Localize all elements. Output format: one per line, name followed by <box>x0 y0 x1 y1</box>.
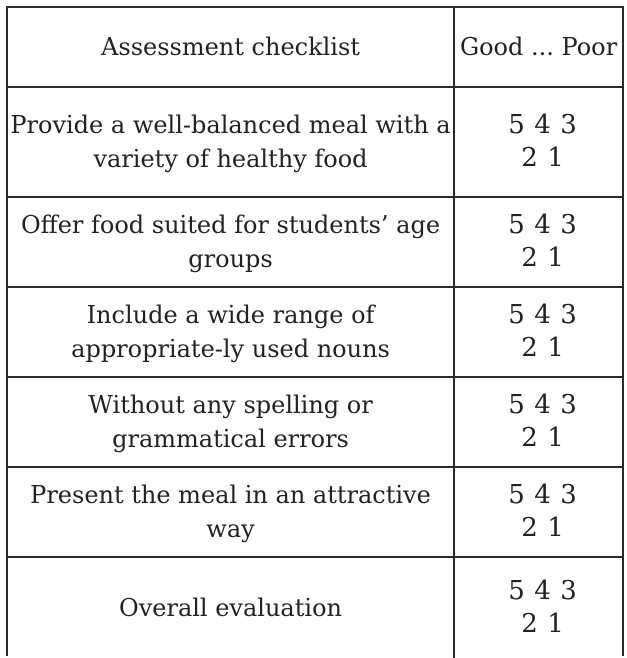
rating-cell <box>455 468 622 556</box>
rating-scale <box>504 109 582 175</box>
rating-option-5[interactable]: 5 <box>508 110 525 140</box>
criterion-cell <box>8 288 455 376</box>
header-scale-cell <box>455 8 622 86</box>
table-row <box>8 378 622 468</box>
table-row <box>8 88 622 198</box>
rating-option-1[interactable]: 1 <box>547 423 564 453</box>
criterion-text: Without any spelling or grammatical errors <box>88 391 373 453</box>
criterion-text: Offer food suited for students’ age groups <box>20 211 441 273</box>
rating-option-3[interactable]: 3 <box>560 390 577 420</box>
rating-line-2 <box>504 422 582 455</box>
rating-scale <box>504 299 582 365</box>
rating-cell <box>455 198 622 286</box>
rating-option-1[interactable]: 1 <box>547 243 564 273</box>
rating-option-1[interactable]: 1 <box>547 143 564 173</box>
criterion-text: Provide a well-balanced meal with a variety of healthy food <box>10 111 451 173</box>
rating-line-2 <box>504 608 582 641</box>
rating-cell <box>455 378 622 466</box>
criterion-cell <box>8 378 455 466</box>
rating-option-4[interactable]: 4 <box>534 480 551 510</box>
rating-option-1[interactable]: 1 <box>547 333 564 363</box>
table-row <box>8 558 622 658</box>
criterion-cell <box>8 198 455 286</box>
rating-cell <box>455 558 622 658</box>
table-row <box>8 468 622 558</box>
rating-line-2 <box>504 242 582 275</box>
rating-option-3[interactable]: 3 <box>560 576 577 606</box>
rating-option-3[interactable]: 3 <box>560 480 577 510</box>
criterion-cell <box>8 468 455 556</box>
rating-line-2 <box>504 332 582 365</box>
rating-option-4[interactable]: 4 <box>534 300 551 330</box>
table-row <box>8 198 622 288</box>
rating-option-5[interactable]: 5 <box>508 480 525 510</box>
rating-cell <box>455 288 622 376</box>
criterion-cell <box>8 88 455 196</box>
header-checklist-cell <box>8 8 455 86</box>
rating-scale <box>504 209 582 275</box>
rating-option-5[interactable]: 5 <box>508 210 525 240</box>
rating-option-4[interactable]: 4 <box>534 210 551 240</box>
criterion-cell <box>8 558 455 658</box>
criterion-text: Include a wide range of appropriate-ly used nouns <box>71 301 390 363</box>
rating-option-4[interactable]: 4 <box>534 110 551 140</box>
criterion-text: Overall evaluation <box>119 594 342 622</box>
rating-line-1 <box>504 479 582 512</box>
rating-line-1 <box>504 299 582 332</box>
assessment-table <box>6 6 624 656</box>
scale-heading: Good ... Poor <box>459 33 618 61</box>
rating-option-2[interactable]: 2 <box>521 513 538 543</box>
rating-line-1 <box>504 209 582 242</box>
rating-option-5[interactable]: 5 <box>508 300 525 330</box>
rating-option-2[interactable]: 2 <box>521 333 538 363</box>
checklist-heading: Assessment checklist <box>101 33 360 61</box>
rating-option-1[interactable]: 1 <box>547 609 564 639</box>
criterion-text: Present the meal in an attractive way <box>30 481 431 543</box>
rating-scale <box>504 575 582 641</box>
rating-line-1 <box>504 575 582 608</box>
rating-line-2 <box>504 142 582 175</box>
rating-option-2[interactable]: 2 <box>521 243 538 273</box>
rating-option-2[interactable]: 2 <box>521 609 538 639</box>
rating-line-1 <box>504 109 582 142</box>
rating-option-3[interactable]: 3 <box>560 210 577 240</box>
rating-option-4[interactable]: 4 <box>534 390 551 420</box>
rating-option-1[interactable]: 1 <box>547 513 564 543</box>
rating-line-2 <box>504 512 582 545</box>
rating-option-5[interactable]: 5 <box>508 576 525 606</box>
rating-option-5[interactable]: 5 <box>508 390 525 420</box>
table-row <box>8 288 622 378</box>
rating-option-3[interactable]: 3 <box>560 300 577 330</box>
rating-cell <box>455 88 622 196</box>
header-row <box>8 8 622 88</box>
rating-line-1 <box>504 389 582 422</box>
rating-scale <box>504 479 582 545</box>
rating-option-3[interactable]: 3 <box>560 110 577 140</box>
rating-scale <box>504 389 582 455</box>
rating-option-4[interactable]: 4 <box>534 576 551 606</box>
rating-option-2[interactable]: 2 <box>521 143 538 173</box>
rating-option-2[interactable]: 2 <box>521 423 538 453</box>
